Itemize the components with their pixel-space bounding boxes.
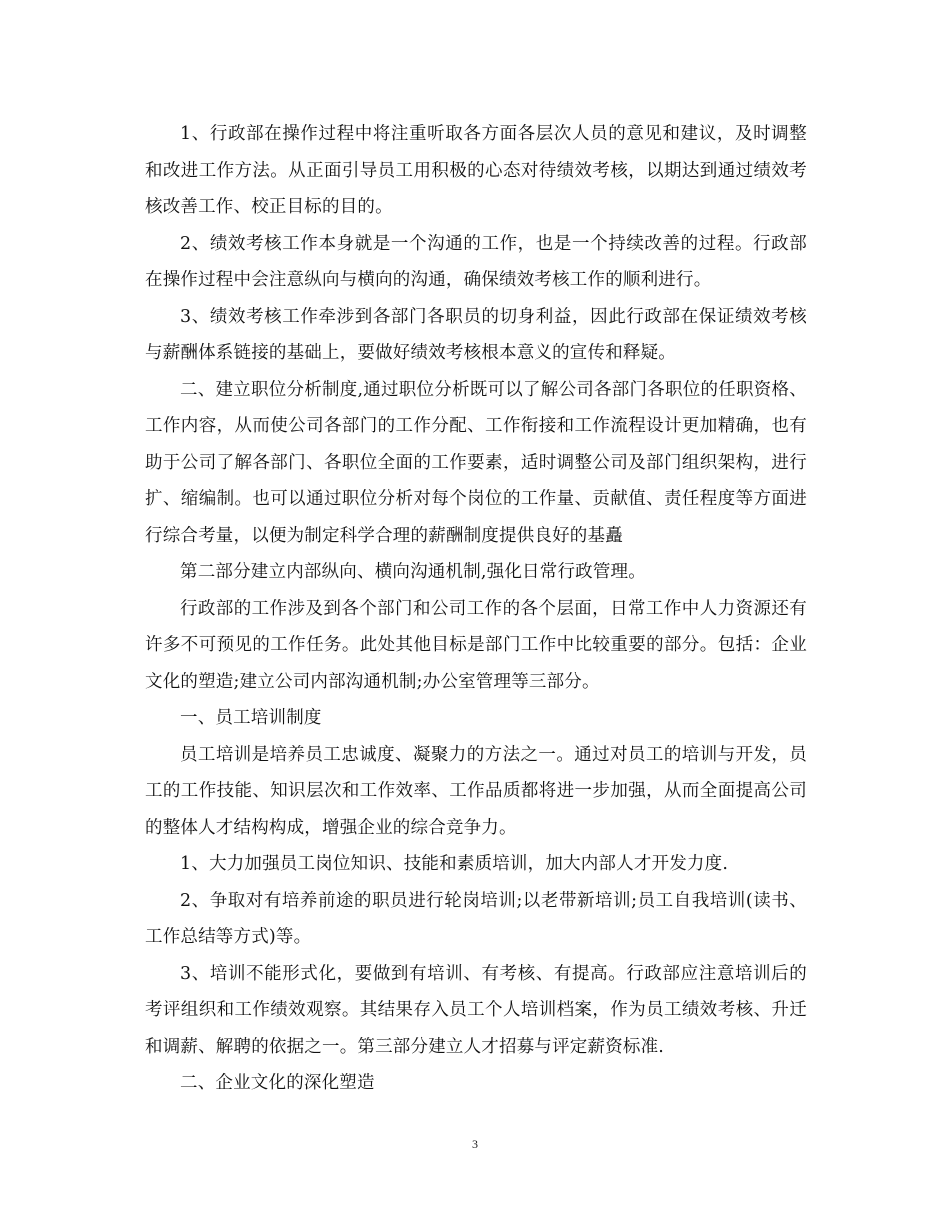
- paragraph-appraisal-feedback: 1、行政部在操作过程中将注重听取各方面各层次人员的意见和建议，及时调整和改进工作方法。从正面引导员工用积极的心态对待绩效考核，以期达到通过绩效考核改善工作、校正目标的目的。: [145, 124, 807, 217]
- document-body: [145, 116, 807, 1102]
- paragraph-admin-scope: 行政部的工作涉及到各个部门和公司工作的各个层面，日常工作中人力资源还有许多不可预见的工作任务。此处其他目标是部门工作中比较重要的部分。包括：企业文化的塑造;建立公司内部沟通机制;办公室管理等三部分。: [145, 598, 807, 692]
- page-number: 3: [472, 1137, 478, 1151]
- heading-corporate-culture: 二、企业文化的深化塑造: [180, 1073, 375, 1093]
- heading-employee-training: 一、员工培训制度: [180, 708, 322, 728]
- list-item-training-1: 1、大力加强员工岗位知识、技能和素质培训，加大内部人才开发力度.: [180, 854, 729, 874]
- paragraph-appraisal-communication: 2、绩效考核工作本身就是一个沟通的工作，也是一个持续改善的过程。行政部在操作过程中会注意纵向与横向的沟通，确保绩效考核工作的顺利进行。: [145, 233, 807, 290]
- paragraph-training-purpose: 员工培训是培养员工忠诚度、凝聚力的方法之一。通过对员工的培训与开发，员工的工作技能、知识层次和工作效率、工作品质都将进一步加强，从而全面提高公司的整体人才结构构成，增强企业的综合竞争力。: [145, 744, 807, 838]
- section-heading-part-two: 第二部分建立内部纵向、横向沟通机制,强化日常行政管理。: [180, 562, 646, 582]
- list-item-training-3: 3、培训不能形式化，要做到有培训、有考核、有提高。行政部应注意培训后的考评组织和工作绩效观察。其结果存入员工个人培训档案，作为员工绩效考核、升迁和调薪、解聘的依据之一。第三部分建立人才招募与评定薪资标准.: [145, 963, 807, 1057]
- paragraph-appraisal-compensation: 3、绩效考核工作牵涉到各部门各职员的切身利益，因此行政部在保证绩效考核与薪酬体系链接的基础上，要做好绩效考核根本意义的宣传和释疑。: [145, 306, 807, 363]
- list-item-training-2: 2、争取对有培养前途的职员进行轮岗培训;以老带新培训;员工自我培训(读书、工作总结等方式)等。: [145, 890, 807, 947]
- paragraph-job-analysis: 二、建立职位分析制度,通过职位分析既可以了解公司各部门各职位的任职资格、工作内容，从而使公司各部门的工作分配、工作衔接和工作流程设计更加精确，也有助于公司了解各部门、各职位全面的工作要素，适时调整公司及部门组织架构，进行扩、缩编制。也可以通过职位分析对每个岗位的工作量、贡献值、责任程度等方面进行综合考量，以便为制定科学合理的薪酬制度提供良好的基矗: [145, 379, 807, 546]
